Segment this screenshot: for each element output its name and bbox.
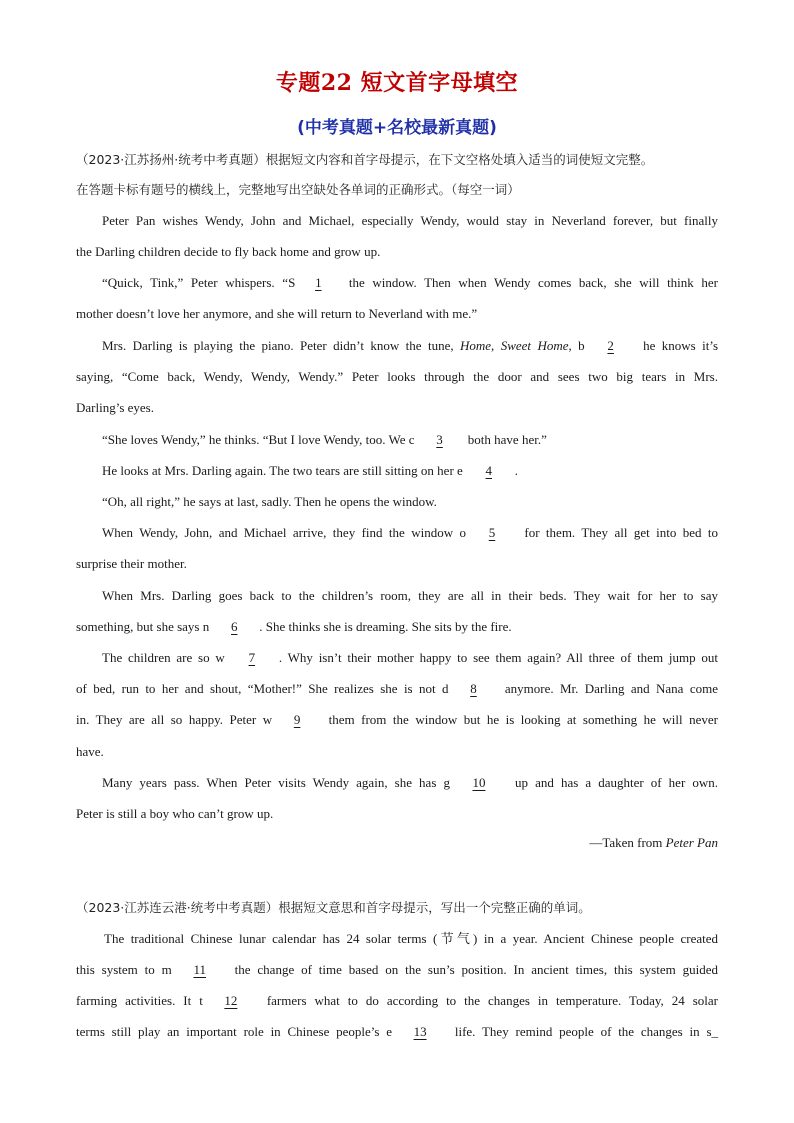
blank-9[interactable]: 9 (293, 712, 301, 727)
text-line: something, but she says n 6 . She thinks she is dreaming. She sits by the fire. (76, 617, 718, 637)
blank-13[interactable]: 13 (413, 1024, 427, 1039)
instruction-line: 在答题卡标有题号的横线上，完整地写出空缺处各单词的正确形式。（每空一词） (76, 182, 520, 197)
text-line: Mrs. Darling is playing the piano. Peter didn’t know the tune, Home, Sweet Home, b 2 he knows it’s (102, 336, 718, 356)
song-title: Sweet Home (500, 338, 569, 353)
instruction-line: （2023·江苏扬州·统考中考真题）根据短文内容和首字母提示，在下文空格处填入适当的词使短文完整。 (76, 152, 654, 167)
blank-8[interactable]: 8 (470, 681, 477, 696)
blank-1[interactable]: 1 (315, 275, 322, 290)
text-line: terms still play an important role in Chinese people’s e 13 life. They remind people of the changes in s_ (76, 1022, 718, 1042)
text-line: in. They are all so happy. Peter w 9 them from the window but he is looking at something he will never (76, 710, 718, 730)
blank-2[interactable]: 2 (607, 338, 614, 353)
text-line: The traditional Chinese lunar calendar has 24 solar terms (节气) in a year. Ancient Chinese people created (104, 931, 718, 946)
song-title: Home (460, 338, 492, 353)
blank-10[interactable]: 10 (472, 775, 486, 790)
text-line: Darling’s eyes. (76, 400, 154, 415)
text-line: The children are so w 7 . Why isn’t their mother happy to see them again? All three of them jump out (102, 648, 718, 668)
text-line: Peter is still a boy who can’t grow up. (76, 806, 274, 821)
text-line: He looks at Mrs. Darling again. The two tears are still sitting on her e 4 . (102, 461, 744, 481)
blank-11[interactable]: 11 (193, 962, 207, 977)
page-title: 专题22 短文首字母填空 (275, 70, 519, 96)
page-subtitle: (中考真题+名校最新真题) (297, 118, 497, 138)
text-line: Many years pass. When Peter visits Wendy again, she has g 10 up and has a daughter of her own. (102, 773, 718, 793)
blank-7[interactable]: 7 (248, 650, 256, 665)
text-line: farming activities. It t 12 farmers what to do according to the changes in temperature. Today, 24 solar (76, 991, 718, 1011)
source-citation: —Taken from Peter Pan (589, 835, 718, 850)
text-line: When Wendy, John, and Michael arrive, they find the window o 5 for them. They all get into bed to (102, 523, 718, 543)
text-line: “Oh, all right,” he says at last, sadly. Then he opens the window. (102, 494, 437, 509)
text-line: have. (76, 744, 104, 759)
text-line: “She loves Wendy,” he thinks. “But I love Wendy, too. We c 3 both have her.” (102, 430, 744, 450)
blank-4[interactable]: 4 (485, 463, 493, 478)
blank-6[interactable]: 6 (231, 619, 238, 634)
text-line: the Darling children decide to fly back home and grow up. (76, 244, 381, 259)
text-line: saying, “Come back, Wendy, Wendy, Wendy.” Peter looks through the door and sees two big tears in Mrs. (76, 369, 718, 384)
instruction-line: （2023·江苏连云港·统考中考真题）根据短文意思和首字母提示，写出一个完整正确的单词。 (76, 900, 591, 915)
text-line: of bed, run to her and shout, “Mother!” She realizes she is not d 8 anymore. Mr. Darling and Nana come (76, 679, 718, 699)
text-line: surprise their mother. (76, 556, 187, 571)
blank-5[interactable]: 5 (488, 525, 496, 540)
text-line: mother doesn’t love her anymore, and she will return to Neverland with me.” (76, 306, 478, 321)
blank-12[interactable]: 12 (224, 993, 238, 1008)
text-line: this system to m 11 the change of time based on the sun’s position. In ancient times, this system guided (76, 960, 718, 980)
text-line: Peter Pan wishes Wendy, John and Michael, especially Wendy, would stay in Neverland forever, but finally (102, 213, 718, 228)
blank-3[interactable]: 3 (436, 432, 443, 447)
text-line: When Mrs. Darling goes back to the children’s room, they are all in their beds. They wait for her to say (102, 588, 718, 603)
text-line: “Quick, Tink,” Peter whispers. “S 1 the window. Then when Wendy comes back, she will think her (102, 273, 718, 293)
